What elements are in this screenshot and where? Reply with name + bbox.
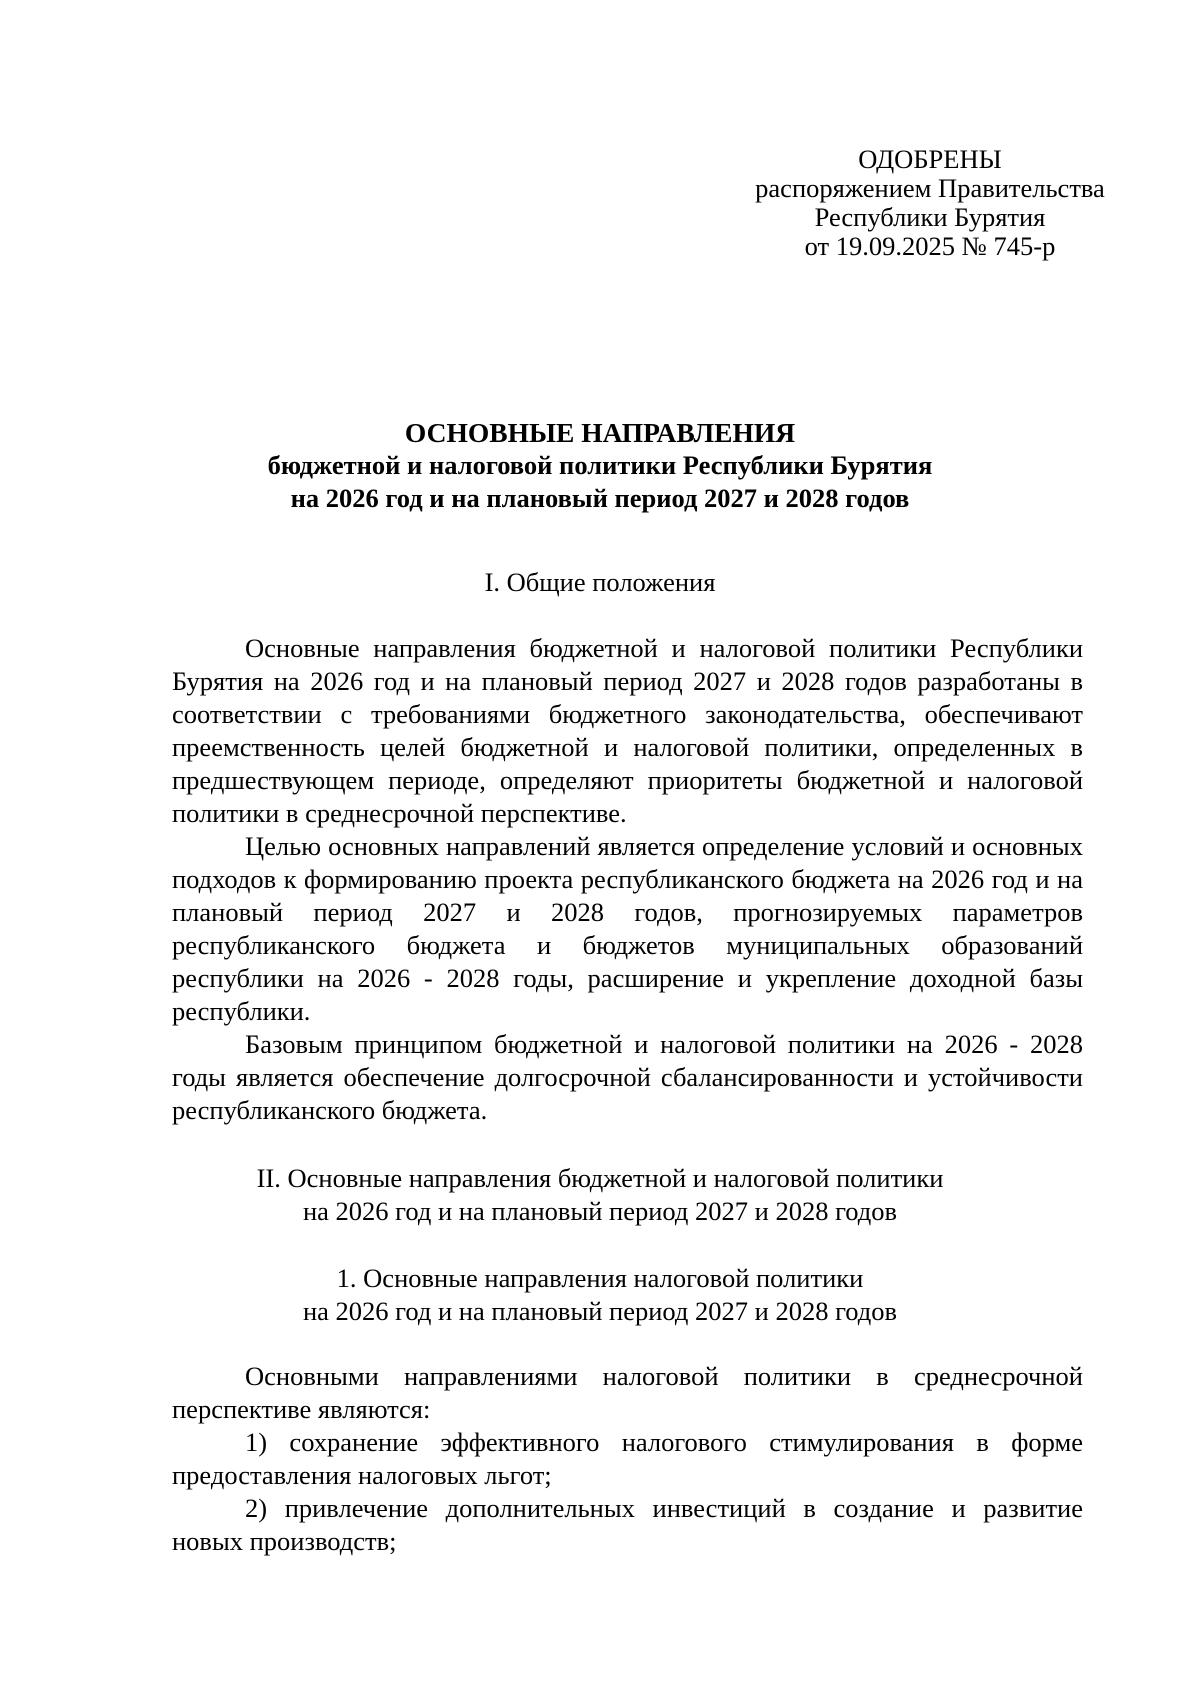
paragraph: Целью основных направлений является определение условий и основных подходов к формированию проекта республиканского бюджета на 2026 год и на плановый период 2027 и 2028 годов, прогнозируемых параметров республиканского бюджета и бюджетов муниципальных образований республики на 2026 - 2028 годы, расширение и укрепление доходной базы республики. (172, 831, 1083, 1026)
approval-line-approved: ОДОБРЕНЫ (858, 144, 1002, 174)
section-2-heading (150, 1162, 1050, 1228)
subsection-1-heading-line2: на 2026 год и на плановый период 2027 и 2028 годов (302, 1296, 898, 1326)
approval-line-date-number: от 19.09.2025 № 745-р (804, 231, 1056, 261)
list-item: 2) привлечение дополнительных инвестиций в создание и развитие новых производств; (172, 1493, 1083, 1556)
subsection-1-body (172, 1360, 1083, 1558)
section-1-body (172, 632, 1083, 1127)
list-item: 1) сохранение эффективного налогового стимулирования в форме предоставления налоговых льгот; (172, 1427, 1083, 1490)
paragraph: Базовым принципом бюджетной и налоговой политики на 2026 - 2028 годы является обеспечение долгосрочной сбалансированности и устойчивости республиканского бюджета. (172, 1029, 1083, 1125)
title-line-main: ОСНОВНЫЕ НАПРАВЛЕНИЯ (404, 417, 796, 448)
section-1-heading: I. Общие положения (484, 567, 716, 597)
subsection-1-heading (150, 1262, 1050, 1328)
section-2-heading-line2: на 2026 год и на плановый период 2027 и 2028 годов (302, 1196, 898, 1226)
approval-line-order: распоряжением Правительства (755, 173, 1105, 203)
paragraph: Основными направлениями налоговой политики в среднесрочной перспективе являются: (172, 1361, 1083, 1424)
title-line-period: на 2026 год и на плановый период 2027 и 2028 годов (290, 483, 910, 513)
title-line-subject: бюджетной и налоговой политики Республики Бурятия (267, 450, 933, 480)
section-2-heading-line1: II. Основные направления бюджетной и налоговой политики (256, 1163, 944, 1193)
approval-line-republic: Республики Бурятия (814, 202, 1046, 232)
document-title (150, 416, 1050, 515)
approval-stamp (740, 145, 1120, 261)
paragraph: Основные направления бюджетной и налоговой политики Республики Бурятия на 2026 год и на плановый период 2027 и 2028 годов разработаны в соответствии с требованиями бюджетного законодательства, обеспечивают преемственность целей бюджетной и налоговой политики, определенных в предшествующем периоде, определяют приоритеты бюджетной и налоговой политики в среднесрочной перспективе. (172, 633, 1083, 828)
subsection-1-heading-line1: 1. Основные направления налоговой политики (336, 1263, 864, 1293)
